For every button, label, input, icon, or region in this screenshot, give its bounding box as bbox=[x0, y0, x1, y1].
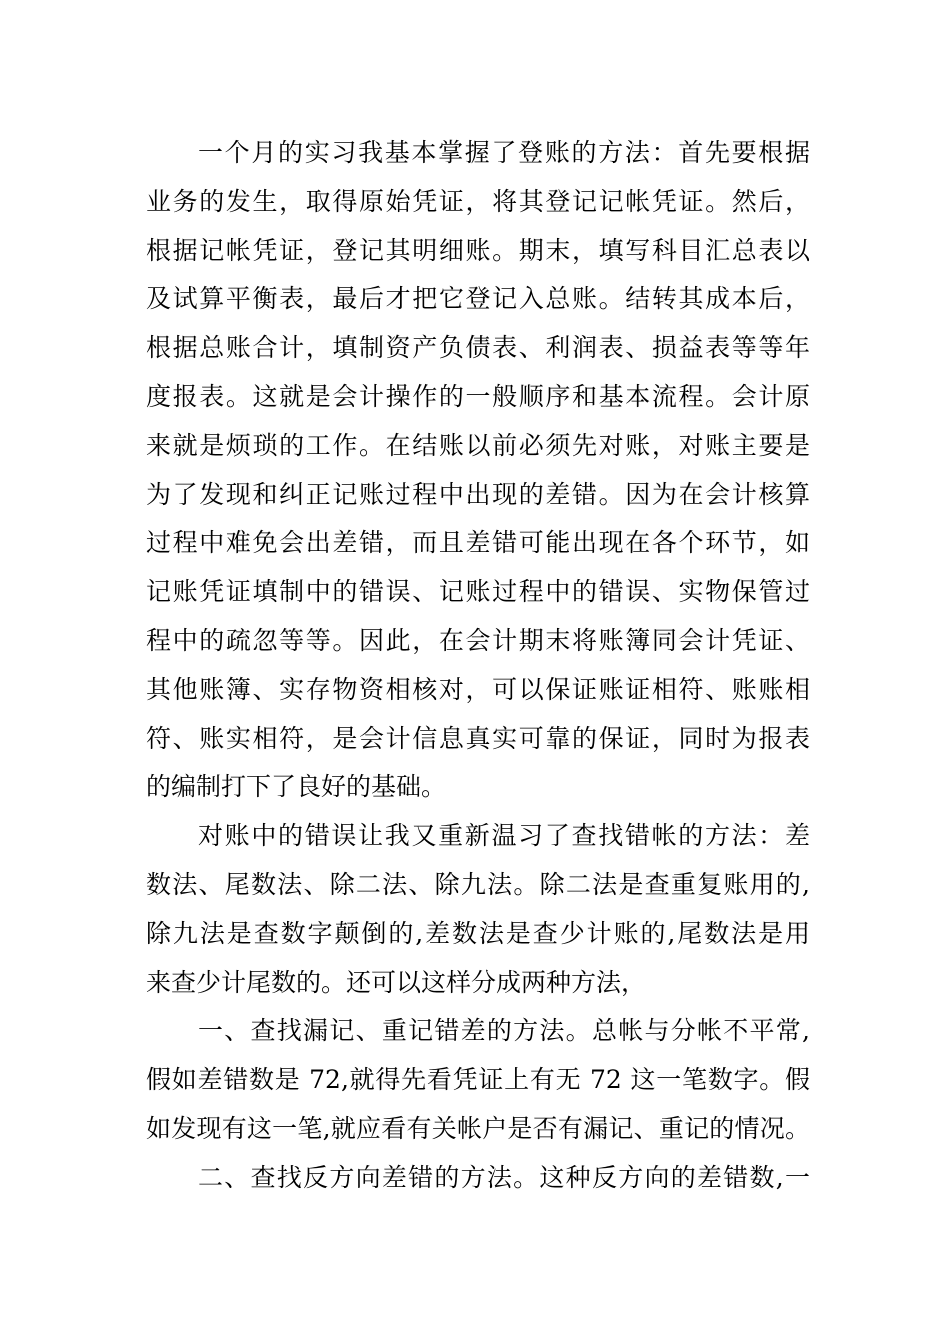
text-line: 二、查找反方向差错的方法。这种反方向的差错数,一 bbox=[198, 1162, 810, 1192]
body-text bbox=[146, 129, 810, 1203]
text-line: 如发现有这一笔,就应看有关帐户是否有漏记、重记的情况。 bbox=[146, 1113, 810, 1143]
text-line: 记账凭证填制中的错误、记账过程中的错误、实物保管过 bbox=[146, 577, 810, 607]
text-line: 除九法是查数字颠倒的,差数法是查少计账的,尾数法是用 bbox=[146, 918, 810, 948]
text-line: 一、查找漏记、重记错差的方法。总帐与分帐不平常, bbox=[198, 1016, 810, 1046]
text-line: 假如差错数是 72,就得先看凭证上有无 72 这一笔数字。假 bbox=[146, 1065, 810, 1095]
text-line: 及试算平衡表，最后才把它登记入总账。结转其成本后， bbox=[146, 284, 810, 314]
text-line: 数法、尾数法、除二法、除九法。除二法是查重复账用的, bbox=[146, 869, 810, 899]
text-line: 根据记帐凭证，登记其明细账。期末，填写科目汇总表以 bbox=[146, 235, 810, 265]
text-line: 来就是烦琐的工作。在结账以前必须先对账，对账主要是 bbox=[146, 430, 810, 460]
text-line: 来查少计尾数的。还可以这样分成两种方法， bbox=[146, 967, 647, 997]
text-line: 过程中难免会出差错，而且差错可能出现在各个环节，如 bbox=[146, 528, 810, 558]
text-line: 业务的发生，取得原始凭证，将其登记记帐凭证。然后， bbox=[146, 186, 810, 216]
text-line: 度报表。这就是会计操作的一般顺序和基本流程。会计原 bbox=[146, 381, 810, 411]
text-line: 符、账实相符，是会计信息真实可靠的保证，同时为报表 bbox=[146, 723, 810, 753]
text-line: 为了发现和纠正记账过程中出现的差错。因为在会计核算 bbox=[146, 479, 810, 509]
text-line: 程中的疏忽等等。因此，在会计期末将账簿同会计凭证、 bbox=[146, 625, 810, 655]
text-line: 根据总账合计，填制资产负债表、利润表、损益表等等年 bbox=[146, 333, 810, 363]
text-line: 的编制打下了良好的基础。 bbox=[146, 772, 447, 802]
text-line: 其他账簿、实存物资相核对，可以保证账证相符、账账相 bbox=[146, 674, 810, 704]
text-line: 对账中的错误让我又重新温习了查找错帐的方法：差 bbox=[198, 821, 810, 851]
text-line: 一个月的实习我基本掌握了登账的方法：首先要根据 bbox=[198, 138, 810, 167]
